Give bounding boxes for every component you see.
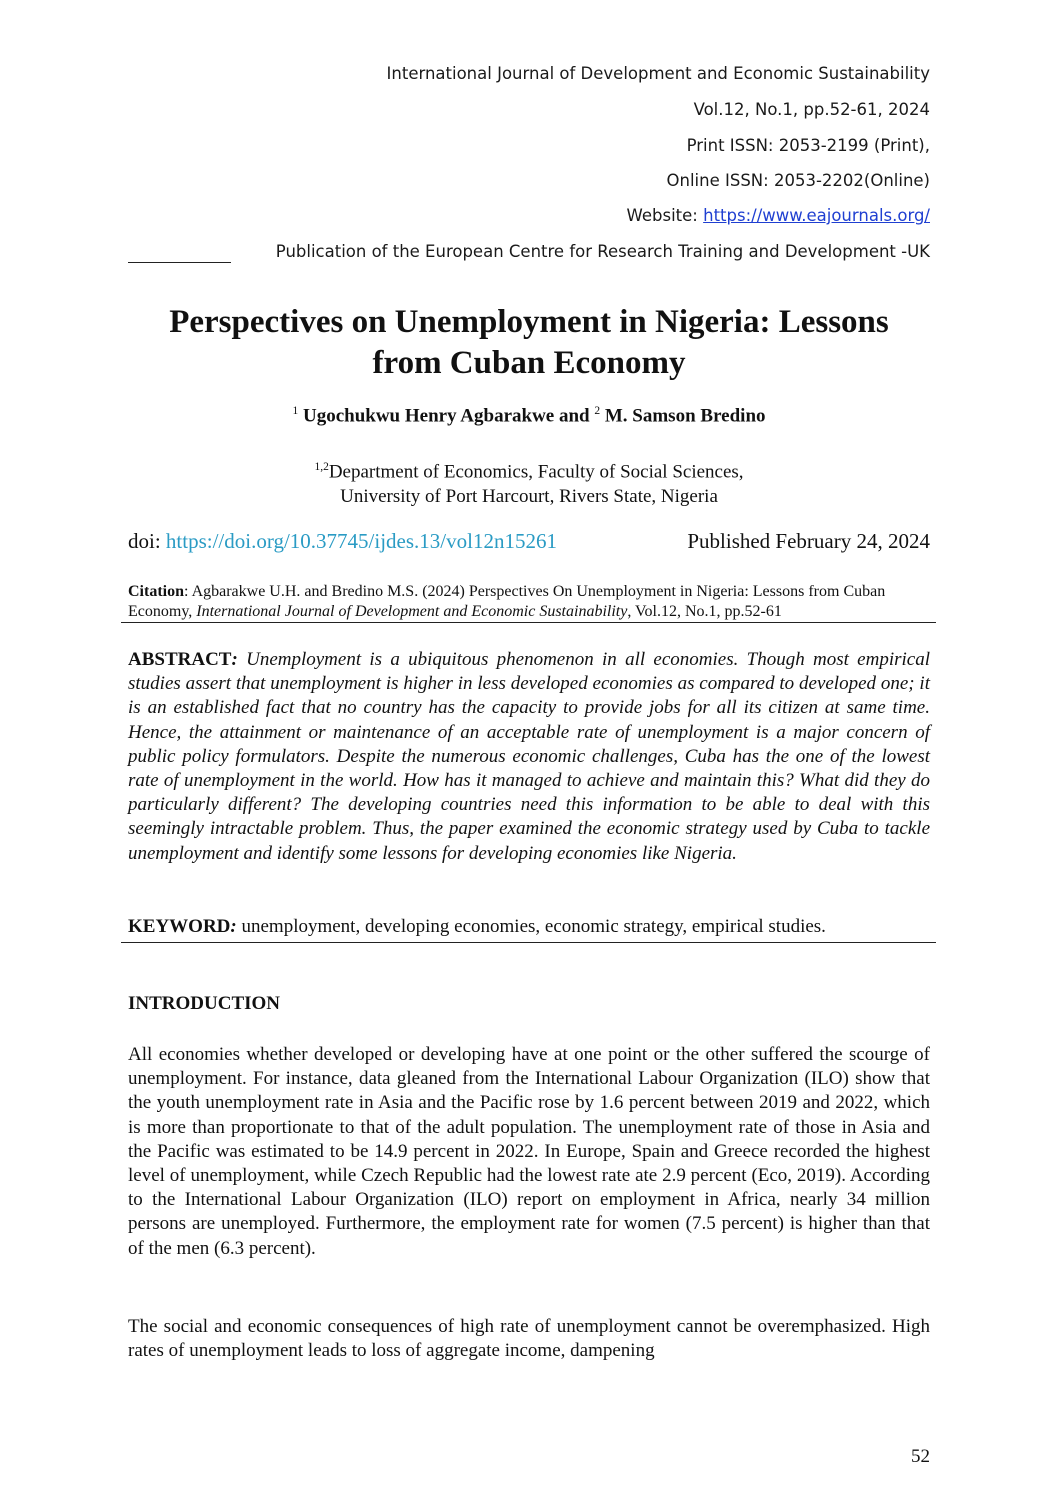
author1-sup: 1 xyxy=(292,405,299,417)
publisher-line: Publication of the European Centre for Research Training and Development -UK xyxy=(275,242,930,261)
online-issn: Online ISSN: 2053-2202(Online) xyxy=(666,171,930,190)
introduction-paragraph-2: The social and economic consequences of high rate of unemployment cannot be overemphasized. High rates of unemployment leads to loss of aggregate income, dampening xyxy=(128,1316,930,1362)
abstract-label: ABSTRACT xyxy=(128,649,232,670)
website-link[interactable]: https://www.eajournals.org/ xyxy=(703,206,930,225)
keywords xyxy=(128,916,930,938)
doi-link[interactable]: https://doi.org/10.37745/ijdes.13/vol12n15261 xyxy=(165,529,557,553)
journal-name: International Journal of Development and Economic Sustainability xyxy=(386,64,930,83)
affiliation-line-2: University of Port Harcourt, Rivers State, Nigeria xyxy=(340,486,718,508)
citation-text-1: : Agbarakwe U.H. and Bredino M.S. (2024) Perspectives On Unemployment in Nigeria: Lessons from Cuban Economy, xyxy=(128,583,886,620)
introduction-paragraph-1: All economies whether developed or developing have at one point or the other suffered the scourge of unemployment. For instance, data gleaned from the International Labour Organization (ILO) show that the youth unemployment rate in Asia and the Pacific rose by 1.6 percent between 2019 and 2022, which is more than proportionate to that of the adult population. The unemployment rate of those in Asia and the Pacific was estimated to be 14.9 percent in 2022. In Europe, Spain and Greece recorded the highest level of unemployment, while Czech Republic had the lowest rate ate 2.9 percent (Eco, 2019). According to the International Labour Organization (ILO) report on employment in Africa, nearly 34 million persons are unemployed. Furthermore, the employment rate for women (7.5 percent) is higher than that of the men (6.3 percent). xyxy=(128,1044,930,1259)
website-label: Website: xyxy=(626,206,704,225)
title-line-2: from Cuban Economy xyxy=(372,345,686,381)
affiliation-line-1 xyxy=(128,455,930,484)
affiliation-sup: 1,2 xyxy=(314,461,329,473)
abstract-text: Unemployment is a ubiquitous phenomenon in all economies. Though most empirical studies assert that unemployment is higher in less developed economies as compared to developed one; it is an established fact that no country has the capacity to provide jobs for all its citizen at same time. Hence, the attainment or maintenance of an acceptable rate of unemployment is a major concern of public policy formulators. Despite the numerous economic challenges, Cuba has the one of the lowest rate of unemployment in the world. How has it managed to achieve and maintain this? What did they do particularly different? The developing countries need this information to be able to deal with this seemingly intractable problem. Thus, the paper examined the economic strategy used by Cuba to tackle unemployment and identify some lessons for developing economies like Nigeria. xyxy=(128,649,930,864)
abstract-colon: : xyxy=(231,649,238,670)
volume-info: Vol.12, No.1, pp.52-61, 2024 xyxy=(693,100,930,119)
doi-label: doi: xyxy=(128,529,166,553)
author-2: M. Samson Bredino xyxy=(604,405,766,427)
introduction-heading: INTRODUCTION xyxy=(128,993,281,1014)
keyword-text: unemployment, developing economies, economic strategy, empirical studies. xyxy=(236,916,826,937)
citation-journal: International Journal of Development and Economic Sustainability xyxy=(196,603,628,620)
website-line xyxy=(627,206,930,225)
published-date: Published February 24, 2024 xyxy=(687,529,930,553)
paper-title xyxy=(128,302,930,384)
citation xyxy=(128,582,930,622)
author2-sup: 2 xyxy=(594,405,601,417)
affiliation xyxy=(128,455,930,509)
citation-label: Citation xyxy=(128,583,184,600)
author-list xyxy=(128,405,930,427)
page-number: 52 xyxy=(911,1446,930,1467)
affiliation-text-1: Department of Economics, Faculty of Social Sciences, xyxy=(328,461,744,483)
citation-rule xyxy=(121,622,936,623)
author-1: Ugochukwu Henry Agbarakwe and xyxy=(302,405,590,427)
keyword-rule xyxy=(121,942,936,943)
doi-line xyxy=(128,529,930,554)
print-issn: Print ISSN: 2053-2199 (Print), xyxy=(686,136,930,155)
keyword-label: KEYWORD xyxy=(128,916,231,937)
title-line-1: Perspectives on Unemployment in Nigeria: Lessons xyxy=(169,304,889,340)
header-rule xyxy=(128,262,231,263)
abstract xyxy=(128,648,930,866)
doi xyxy=(128,529,557,554)
citation-text-2: , Vol.12, No.1, pp.52-61 xyxy=(627,603,782,620)
keyword-colon: : xyxy=(230,916,237,937)
